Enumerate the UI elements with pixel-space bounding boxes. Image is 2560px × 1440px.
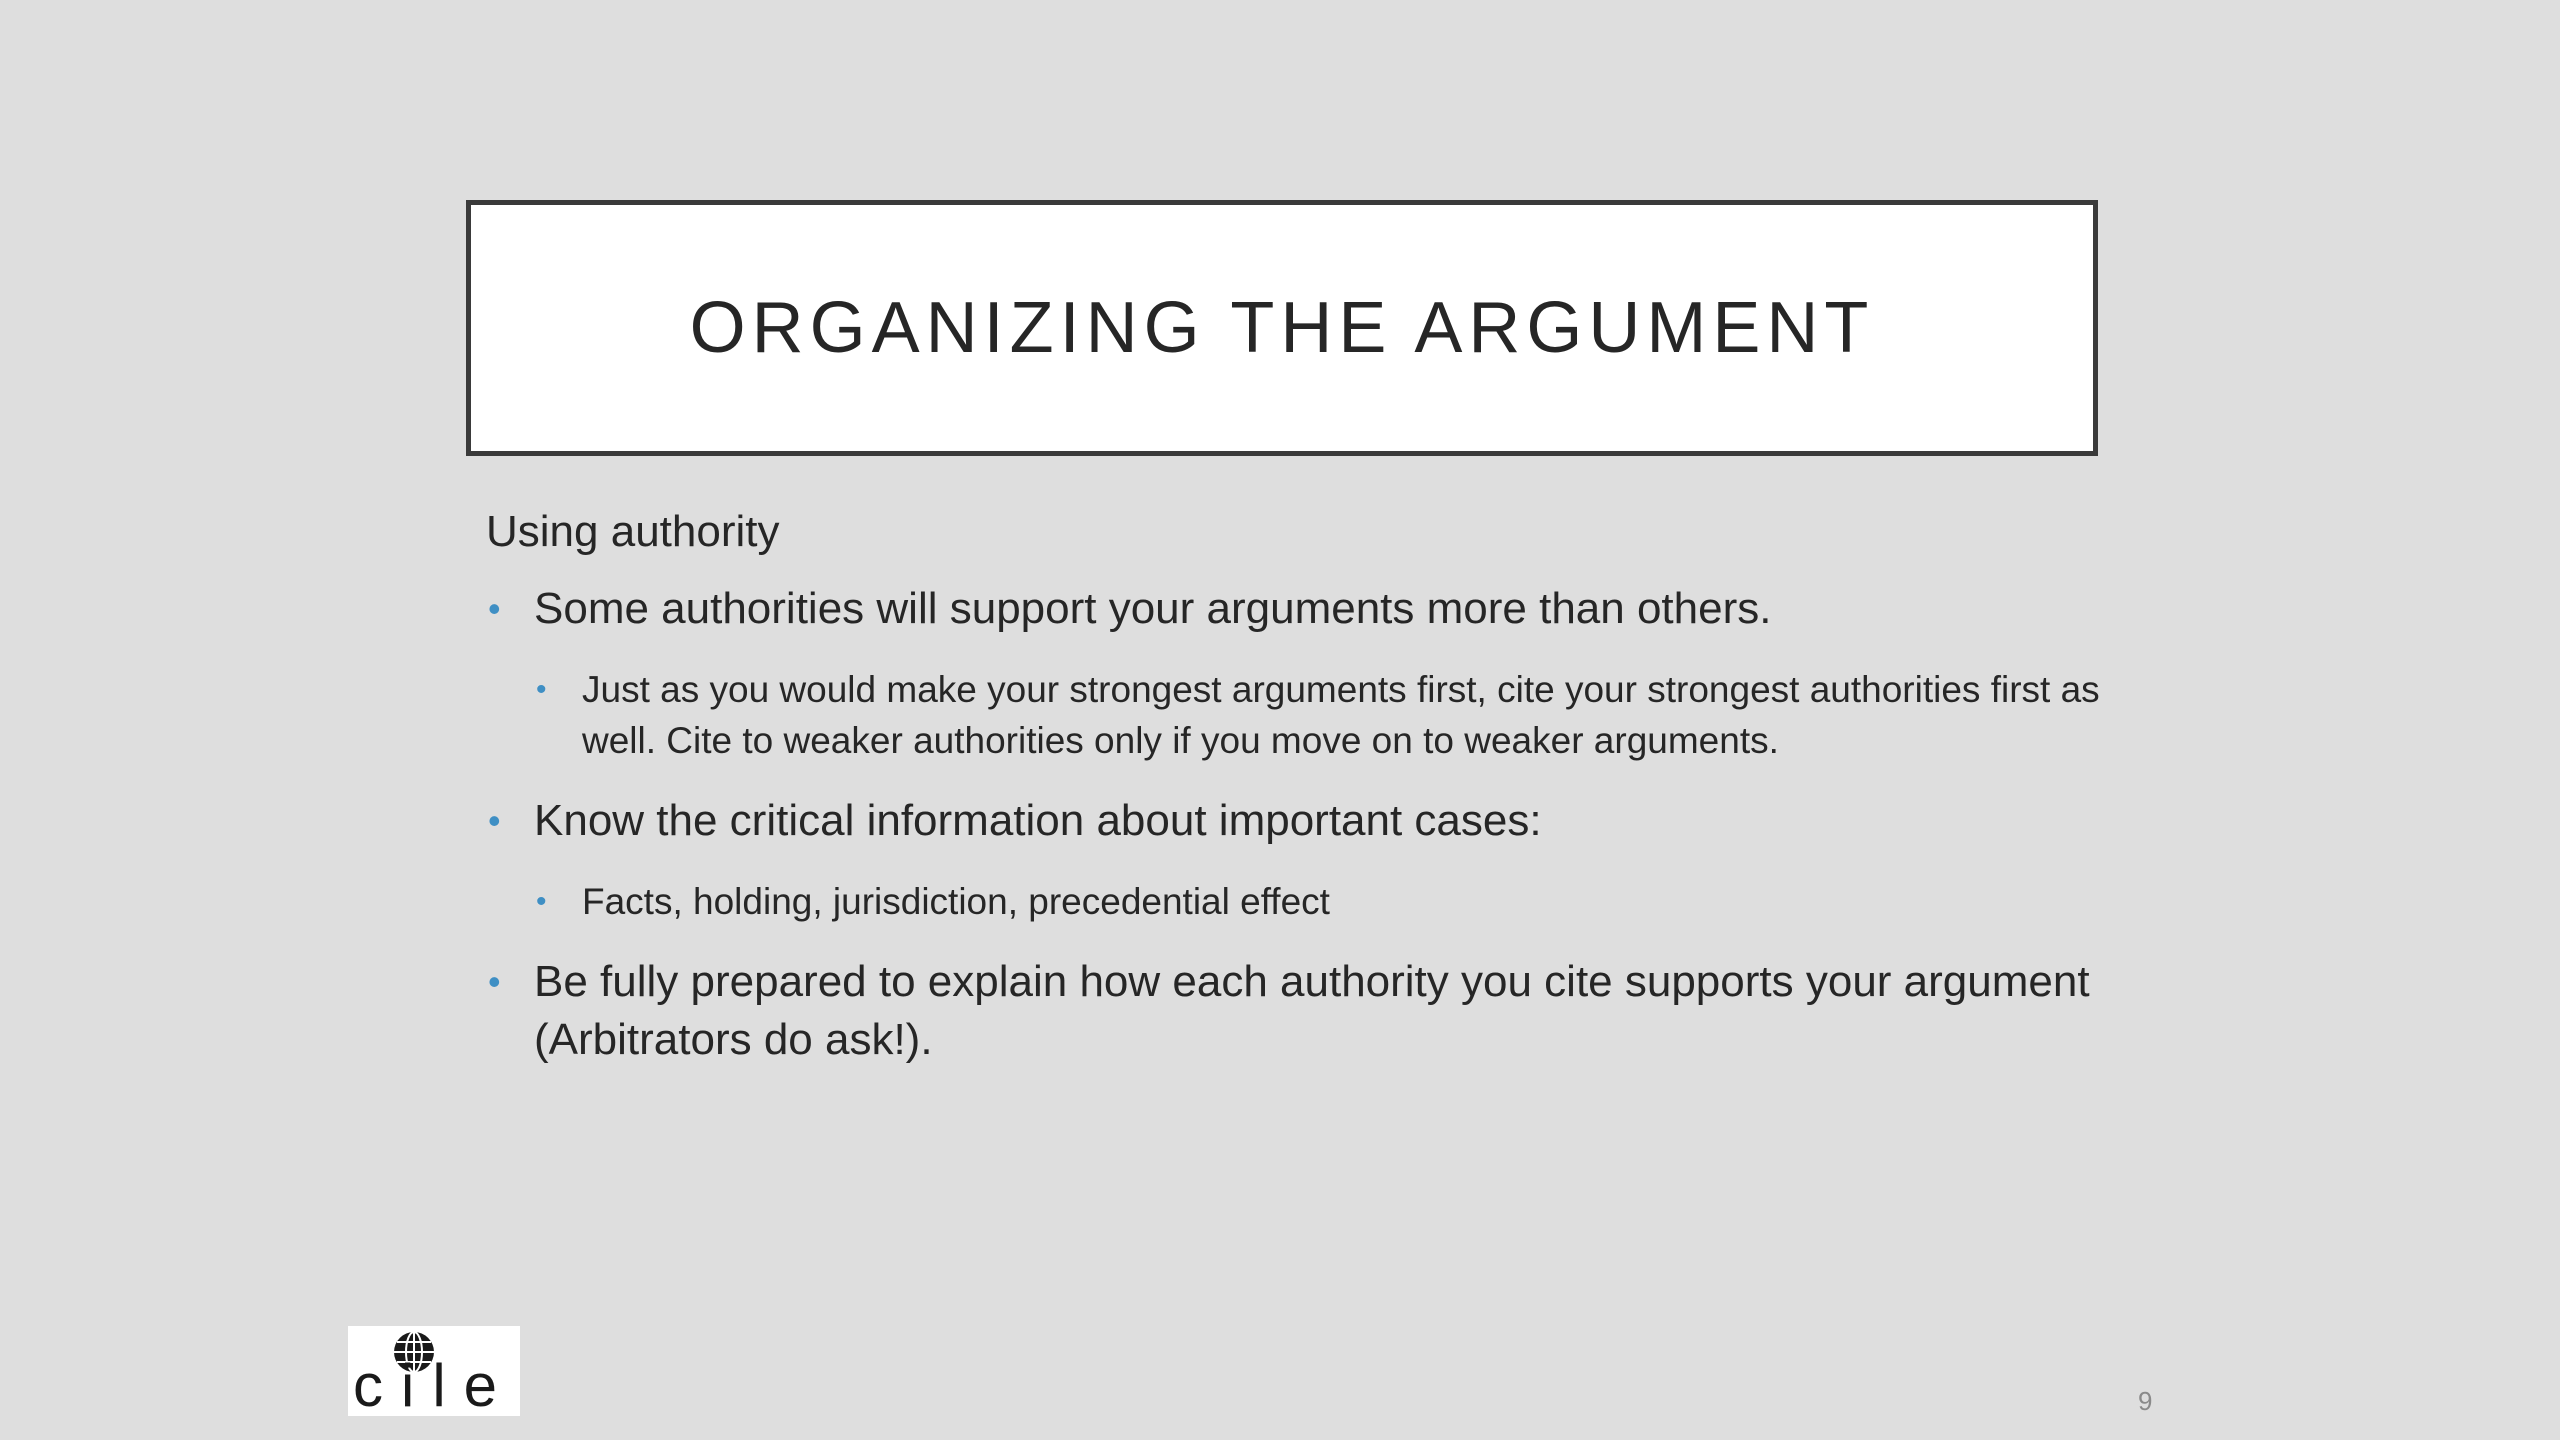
bullet-icon: • xyxy=(536,673,547,706)
bullet-icon: • xyxy=(488,961,501,1002)
bullet-item xyxy=(486,792,2126,850)
sub-bullet-item xyxy=(486,876,2126,927)
bullet-text: Be fully prepared to explain how each authority you cite supports your argument (Arbitrators do ask!). xyxy=(534,957,2090,1064)
cile-logo xyxy=(348,1326,520,1419)
subheading: Using authority xyxy=(486,507,780,556)
slide-title: ORGANIZING THE ARGUMENT xyxy=(689,288,1875,368)
bullet-item xyxy=(486,953,2126,1069)
bullet-text: Some authorities will support your arguments more than others. xyxy=(534,584,1772,633)
bullet-icon: • xyxy=(536,885,547,918)
bullet-text: Know the critical information about important cases: xyxy=(534,796,1542,845)
logo-text: cile xyxy=(352,1352,516,1419)
sub-bullet-text: Just as you would make your strongest arguments first, cite your strongest authorities first as well. Cite to weaker authorities only if you move on to weaker arguments. xyxy=(582,669,2100,761)
slide-content xyxy=(486,496,2126,1095)
bullet-list xyxy=(486,580,2126,1069)
bullet-item xyxy=(486,580,2126,638)
page-number: 9 xyxy=(2138,1386,2153,1416)
bullet-icon: • xyxy=(488,588,501,629)
bullet-icon: • xyxy=(488,800,501,841)
title-box xyxy=(466,200,2098,456)
sub-bullet-item xyxy=(486,664,2126,766)
sub-bullet-text: Facts, holding, jurisdiction, precedential effect xyxy=(582,881,1330,922)
